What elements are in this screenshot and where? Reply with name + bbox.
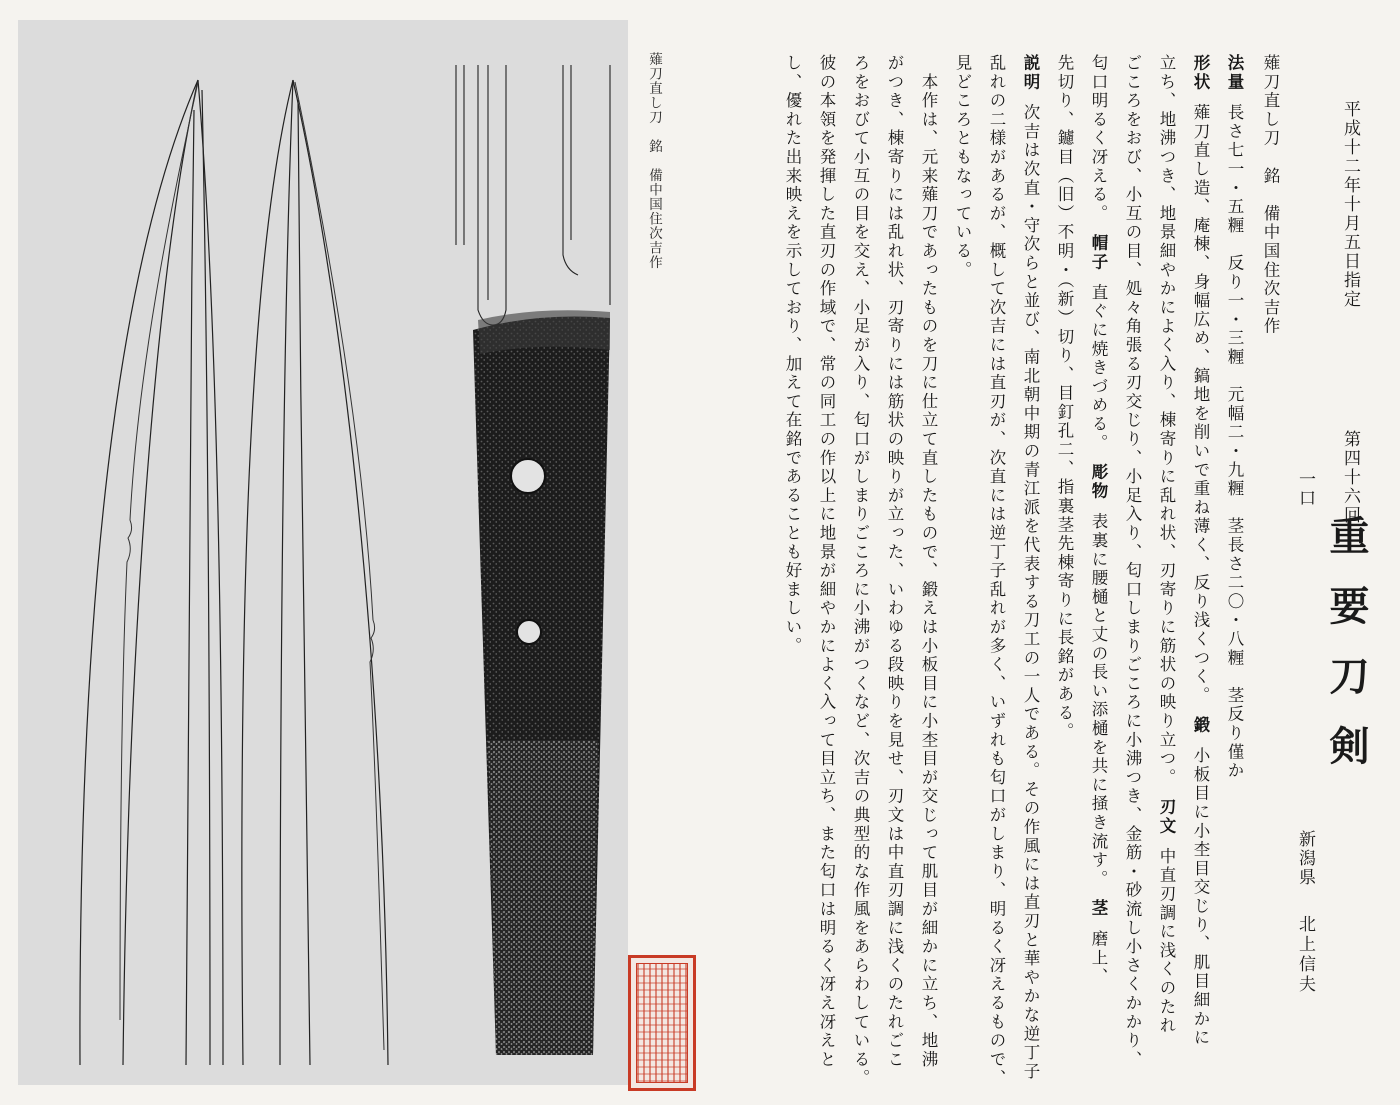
plate-caption: 薙刀直し刀 銘 備中国住次吉作 bbox=[646, 52, 662, 270]
mekugi-hole-1 bbox=[511, 459, 545, 493]
text-col-6: 先切り、鑢目（旧）不明・（新）切り、目釘孔二、指裏茎先棟寄りに長銘がある。 bbox=[1055, 54, 1074, 742]
text-col-12: ろをおびて小互の目を交え、小足が入り、匂口がしまりごころに小沸がつくなど、次吉の典型的な作風をあらわしている。 bbox=[851, 54, 870, 1088]
text-col-1: 法量長さ七一・五糎 反り一・三糎 元幅二・九糎 茎長さ二〇・八糎 茎反り僅か bbox=[1225, 54, 1244, 781]
session-number: 第四十六回 bbox=[1340, 430, 1360, 525]
page-title: 重要刀剣 bbox=[1323, 515, 1370, 795]
prefecture: 新潟県 bbox=[1295, 830, 1315, 887]
text-col-7: 説明次吉は次直・守次らと並び、南北朝中期の青江派を代表する刀工の一人である。その作風には直刃と華やかな逆丁子 bbox=[1021, 54, 1040, 1082]
text-col-5: 匂口明るく冴える。 帽子直ぐに焼きづめる。 彫物表裏に腰樋と丈の長い添樋を共に掻き流す。 茎磨上、 bbox=[1089, 54, 1108, 987]
blade-tip-omote bbox=[80, 80, 223, 1065]
hamon-line-omote bbox=[120, 82, 198, 1020]
text-col-3: 立ち、地沸つき、地景細やかによく入り、棟寄りに乱れ状、刃寄りに筋状の映り立つ。 刃文中直刃調に浅くのたれ bbox=[1157, 54, 1176, 1036]
designation-date: 平成十二年十月五日指定 bbox=[1340, 100, 1360, 309]
text-col-14: し、優れた出来映えを示しており、加えて在銘であることも好ましい。 bbox=[783, 54, 802, 656]
text-col-2: 形状薙刀直し造、庵棟、身幅広め、鎬地を削いで重ね薄く、反り浅くつく。 鍛小板目に小杢目交じり、肌目細かに bbox=[1191, 54, 1210, 1048]
owner-name: 北上信夫 bbox=[1295, 915, 1315, 995]
red-seal-stamp bbox=[628, 955, 696, 1091]
text-col-10: 本作は、元来薙刀であったものを刀に仕立て直したもので、鍛えは小板目に小杢目が交じって肌目が細かに立ち、地沸 bbox=[919, 54, 938, 1070]
text-col-8: 乱れの二様があるが、概して次吉には直刃が、次直には逆丁子乱れが多く、いずれも匂口がしまり、明るく冴えるもので、 bbox=[987, 54, 1006, 1088]
mekugi-hole-2 bbox=[517, 620, 541, 644]
oshigata-drawing bbox=[18, 20, 628, 1085]
text-col-13: 彼の本領を発揮した直刃の作域で、常の同工の作以上に地景が細やかによく入って目立ち、また匂口は明るく冴え冴えと bbox=[817, 54, 836, 1070]
label-houryou: 法量 bbox=[1225, 54, 1244, 92]
oshigata-plate bbox=[18, 20, 628, 1085]
blade-tip-ura bbox=[242, 80, 388, 1065]
nakago-rubbing bbox=[456, 65, 610, 1055]
text-col-4: ごころをおび、小互の目、処々角張る刃交じり、小足入り、匂口しまりごころに小沸つき、金筋・砂流し小さくかかり、 bbox=[1123, 54, 1142, 1070]
text-col-9: 見どころともなっている。 bbox=[953, 54, 972, 280]
item-count: 一口 bbox=[1295, 470, 1315, 508]
item-title: 薙刀直し刀 銘 備中国住次吉作 bbox=[1261, 54, 1280, 336]
text-col-11: がつき、棟寄りには乱れ状、刃寄りには筋状の映りが立った、いわゆる段映りを見せ、刃文は中直刃調に浅くのたれごこ bbox=[885, 54, 904, 1070]
